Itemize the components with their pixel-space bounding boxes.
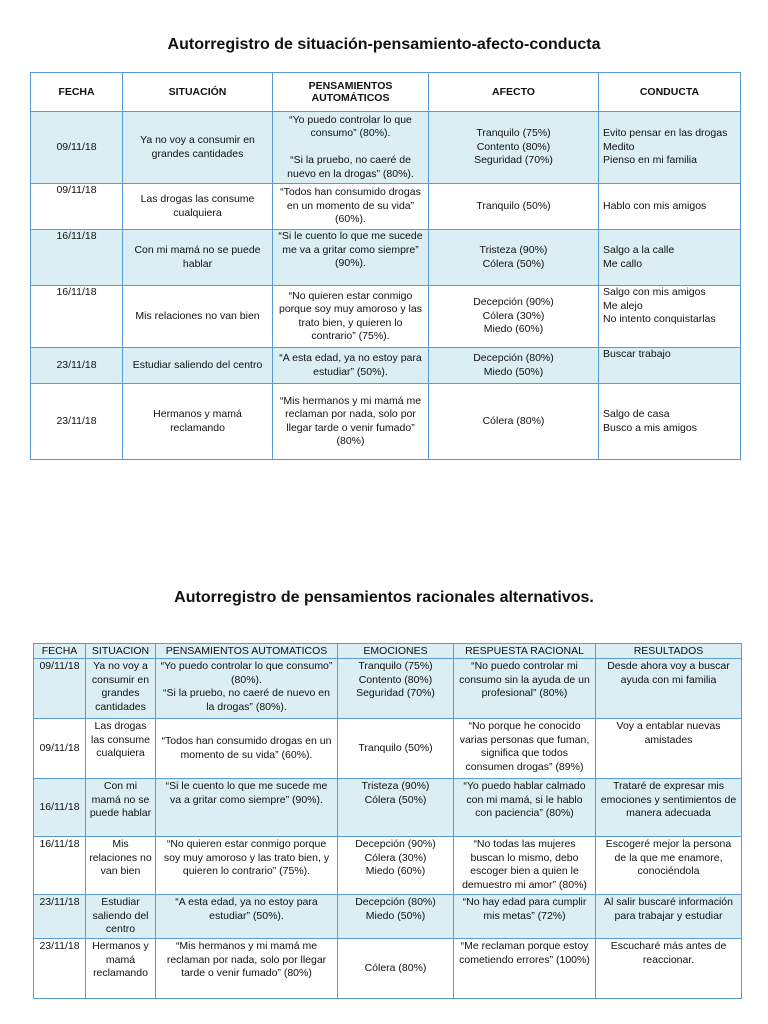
table-row [34, 837, 742, 895]
cell-resultados: Escucharé más antes de reaccionar. [596, 939, 742, 999]
cell-afecto: Tranquilo (50%) [429, 184, 599, 230]
table-row [34, 895, 742, 939]
rational-thoughts-table [33, 643, 742, 999]
cell-emociones: Tranquilo (75%) Contento (80%) Seguridad (70%) [338, 659, 454, 719]
cell-conducta: Salgo a la calle Me callo [599, 230, 741, 286]
cell-pensamientos: “A esta edad, ya no estoy para estudiar” (50%). [273, 348, 429, 384]
cell-resultados: Desde ahora voy a buscar ayuda con mi familia [596, 659, 742, 719]
cell-situacion: Mis relaciones no van bien [86, 837, 156, 895]
cell-fecha: 23/11/18 [31, 348, 123, 384]
cell-situacion: Estudiar saliendo del centro [86, 895, 156, 939]
table-row [34, 719, 742, 779]
cell-situacion: Ya no voy a consumir en grandes cantidades [86, 659, 156, 719]
cell-situacion: Mis relaciones no van bien [123, 286, 273, 348]
cell-conducta: Buscar trabajo [599, 348, 741, 384]
situation-thought-table [30, 72, 741, 460]
table-row [34, 779, 742, 837]
cell-fecha: 16/11/18 [31, 286, 123, 348]
header-resultados: RESULTADOS [596, 644, 742, 659]
cell-afecto: Tristeza (90%) Cólera (50%) [429, 230, 599, 286]
header-respuesta: RESPUESTA RACIONAL [454, 644, 596, 659]
cell-fecha: 16/11/18 [34, 837, 86, 895]
cell-situacion: Con mi mamá no se puede hablar [123, 230, 273, 286]
cell-emociones: Tristeza (90%) Cólera (50%) [338, 779, 454, 837]
header-fecha: FECHA [31, 73, 123, 112]
cell-respuesta: “No todas las mujeres buscan lo mismo, debo escoger bien a quien le demuestro mi amor” (80%) [454, 837, 596, 895]
cell-situacion: Ya no voy a consumir en grandes cantidades [123, 112, 273, 184]
cell-pensamientos: “Todos han consumido drogas en un momento de su vida” (60%). [156, 719, 338, 779]
cell-pensamientos: “Mis hermanos y mi mamá me reclaman por nada, solo por llegar tarde o venir fumado” (80%) [273, 384, 429, 460]
table-header-row [34, 644, 742, 659]
cell-situacion: Hermanos y mamá reclamando [86, 939, 156, 999]
header-pensamientos: PENSAMIENTOS AUTOMATICOS [156, 644, 338, 659]
cell-pensamientos: “Mis hermanos y mi mamá me reclaman por nada, solo por llegar tarde o venir fumado” (80%) [156, 939, 338, 999]
cell-afecto: Tranquilo (75%) Contento (80%) Seguridad (70%) [429, 112, 599, 184]
cell-fecha: 16/11/18 [31, 230, 123, 286]
cell-situacion: Estudiar saliendo del centro [123, 348, 273, 384]
header-fecha: FECHA [34, 644, 86, 659]
table2-title: Autorregistro de pensamientos racionales alternativos. [174, 589, 594, 606]
header-pensamientos: PENSAMIENTOS AUTOMÁTICOS [273, 73, 429, 112]
cell-respuesta: “No hay edad para cumplir mis metas” (72%) [454, 895, 596, 939]
cell-situacion: Las drogas las consume cualquiera [123, 184, 273, 230]
table-row [31, 348, 741, 384]
cell-conducta: Salgo de casa Busco a mis amigos [599, 384, 741, 460]
table-row [31, 384, 741, 460]
header-conducta: CONDUCTA [599, 73, 741, 112]
cell-conducta: Salgo con mis amigos Me alejo No intento conquistarlas [599, 286, 741, 348]
cell-conducta: Evito pensar en las drogas Medito Pienso en mi familia [599, 112, 741, 184]
cell-situacion: Las drogas las consume cualquiera [86, 719, 156, 779]
table-row [31, 286, 741, 348]
cell-pensamientos: “Todos han consumido drogas en un momento de su vida” (60%). [273, 184, 429, 230]
table1-title: Autorregistro de situación-pensamiento-afecto-conducta [167, 36, 601, 53]
table-row [31, 112, 741, 184]
cell-pensamientos: “Si le cuento lo que me sucede me va a gritar como siempre” (90%). [273, 230, 429, 286]
cell-pensamientos: “No quieren estar conmigo porque soy muy amoroso y las trato bien, y quieren lo contrario” (75%). [156, 837, 338, 895]
cell-respuesta: “Me reclaman porque estoy cometiendo errores” (100%) [454, 939, 596, 999]
cell-pensamientos: “Yo puedo controlar lo que consumo” (80%). “Si la pruebo, no caeré de nuevo en la drogas” (80%). [156, 659, 338, 719]
cell-situacion: Hermanos y mamá reclamando [123, 384, 273, 460]
header-situacion: SITUACION [86, 644, 156, 659]
cell-resultados: Escogeré mejor la persona de la que me enamore, conociéndola [596, 837, 742, 895]
cell-fecha: 09/11/18 [34, 659, 86, 719]
cell-conducta: Hablo con mis amigos [599, 184, 741, 230]
cell-situacion: Con mi mamá no se puede hablar [86, 779, 156, 837]
table-header-row [31, 73, 741, 112]
cell-respuesta: “Yo puedo hablar calmado con mi mamá, si le hablo con paciencia” (80%) [454, 779, 596, 837]
header-afecto: AFECTO [429, 73, 599, 112]
cell-resultados: Voy a entablar nuevas amistades [596, 719, 742, 779]
header-situacion: SITUACIÓN [123, 73, 273, 112]
cell-pensamientos: “A esta edad, ya no estoy para estudiar” (50%). [156, 895, 338, 939]
cell-fecha: 16/11/18 [34, 779, 86, 837]
cell-fecha: 23/11/18 [31, 384, 123, 460]
cell-pensamientos: “No quieren estar conmigo porque soy muy amoroso y las trato bien, y quieren lo contrario” (75%). [273, 286, 429, 348]
cell-emociones: Cólera (80%) [338, 939, 454, 999]
header-emociones: EMOCIONES [338, 644, 454, 659]
cell-emociones: Decepción (80%) Miedo (50%) [338, 895, 454, 939]
cell-fecha: 09/11/18 [34, 719, 86, 779]
cell-afecto: Cólera (80%) [429, 384, 599, 460]
table-row [31, 184, 741, 230]
cell-resultados: Al salir buscaré información para trabajar y estudiar [596, 895, 742, 939]
cell-respuesta: “No puedo controlar mi consumo sin la ayuda de un profesional” (80%) [454, 659, 596, 719]
cell-respuesta: “No porque he conocido varias personas que fuman, significa que todos consumen drogas” (89%) [454, 719, 596, 779]
table-row [34, 939, 742, 999]
cell-afecto: Decepción (90%) Cólera (30%) Miedo (60%) [429, 286, 599, 348]
cell-fecha: 09/11/18 [31, 184, 123, 230]
table-row [34, 659, 742, 719]
cell-emociones: Tranquilo (50%) [338, 719, 454, 779]
cell-resultados: Trataré de expresar mis emociones y sentimientos de manera adecuada [596, 779, 742, 837]
cell-fecha: 23/11/18 [34, 895, 86, 939]
cell-fecha: 23/11/18 [34, 939, 86, 999]
cell-afecto: Decepción (80%) Miedo (50%) [429, 348, 599, 384]
cell-emociones: Decepción (90%) Cólera (30%) Miedo (60%) [338, 837, 454, 895]
cell-pensamientos: “Yo puedo controlar lo que consumo” (80%). “Si la pruebo, no caeré de nuevo en la drogas” (80%). [273, 112, 429, 184]
cell-fecha: 09/11/18 [31, 112, 123, 184]
cell-pensamientos: “Si le cuento lo que me sucede me va a gritar como siempre” (90%). [156, 779, 338, 837]
table-row [31, 230, 741, 286]
